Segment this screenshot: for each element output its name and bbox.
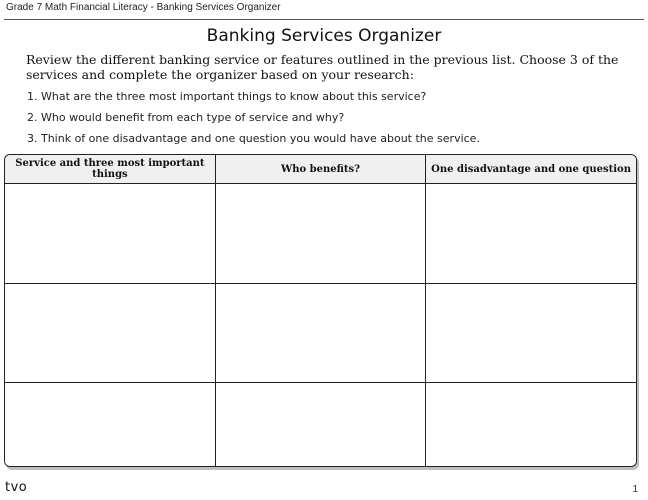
instructions-paragraph: Review the different banking service or features outlined in the previous list. Choose 3 of the services and complete the organizer based on your research: xyxy=(26,52,619,82)
column-header-disadvantage-question: One disadvantage and one question xyxy=(426,155,636,184)
answer-cell[interactable] xyxy=(5,283,215,383)
table-row xyxy=(5,283,636,383)
answer-cell[interactable] xyxy=(426,283,636,383)
answer-cell[interactable] xyxy=(426,383,636,466)
answer-cell[interactable] xyxy=(5,184,215,284)
tvo-logo: tvo xyxy=(5,480,28,495)
question-2: 2. Who would benefit from each type of service and why? xyxy=(27,111,345,124)
column-header-who-benefits: Who benefits? xyxy=(215,155,425,184)
table-row xyxy=(5,184,636,284)
column-header-service: Service and three most important things xyxy=(5,155,215,184)
answer-cell[interactable] xyxy=(215,383,425,466)
header-divider xyxy=(4,19,644,20)
organizer-table xyxy=(5,155,636,466)
table-row xyxy=(5,383,636,466)
answer-cell[interactable] xyxy=(215,283,425,383)
organizer-table-frame xyxy=(4,154,637,467)
page-title: Banking Services Organizer xyxy=(206,26,442,46)
answer-cell[interactable] xyxy=(5,383,215,466)
answer-cell[interactable] xyxy=(215,184,425,284)
answer-cell[interactable] xyxy=(426,184,636,284)
question-3: 3. Think of one disadvantage and one question you would have about the service. xyxy=(27,132,480,145)
page-number: 1 xyxy=(632,484,638,495)
question-1: 1. What are the three most important things to know about this service? xyxy=(27,90,427,103)
document-header: Grade 7 Math Financial Literacy - Banking Services Organizer xyxy=(6,2,281,13)
table-header-row xyxy=(5,155,636,184)
